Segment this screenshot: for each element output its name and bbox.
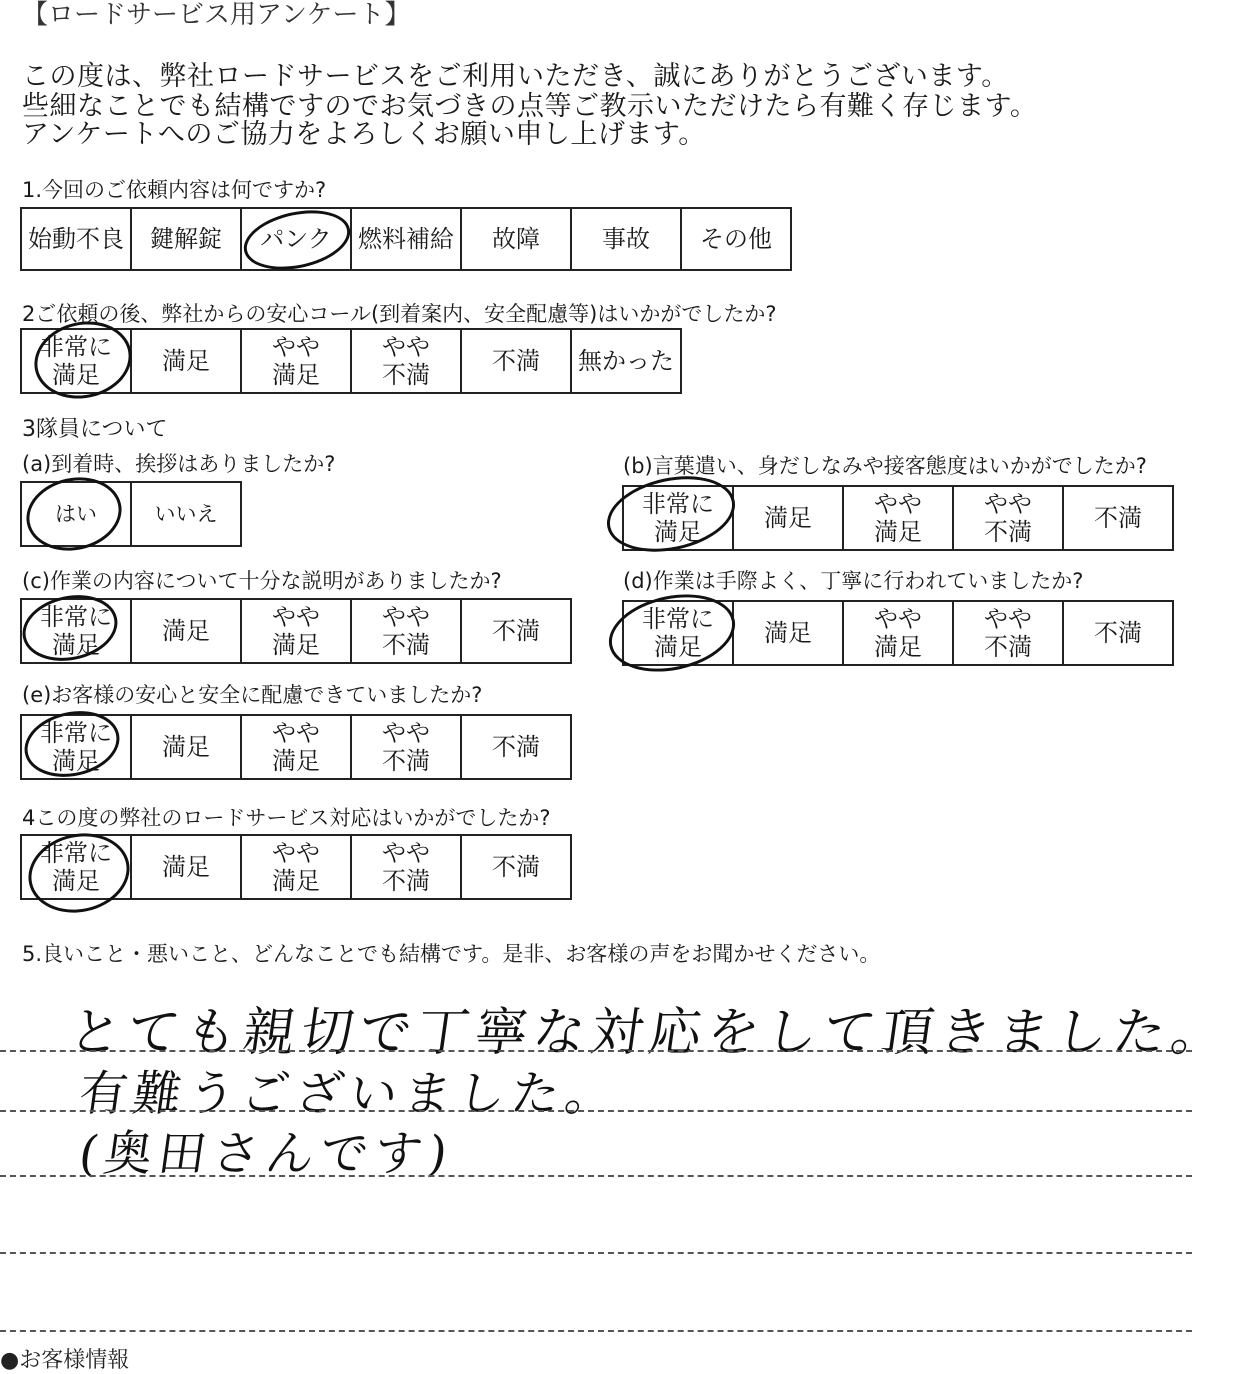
q2-options xyxy=(20,328,682,394)
q2-option-somewhat-satisfied[interactable]: やや 満足 xyxy=(241,329,351,393)
q4-question: 4この度の弊社のロードサービス対応はいかがでしたか? xyxy=(22,806,551,830)
comment-line-3: (奥田さんです) xyxy=(75,1126,457,1182)
survey-title: 【ロードサービス用アンケート】 xyxy=(22,0,411,30)
q4-option-satisfied[interactable]: 満足 xyxy=(131,835,241,899)
q2-option-very-satisfied[interactable]: 非常に 満足 xyxy=(21,329,131,393)
q1-option-flat-tire[interactable]: パンク xyxy=(241,208,351,270)
q3a-option-no[interactable]: いいえ xyxy=(131,482,241,546)
q3b-options xyxy=(622,485,1174,551)
q2-option-none[interactable]: 無かった xyxy=(571,329,681,393)
q3c-option-dissatisfied[interactable]: 不満 xyxy=(461,599,571,663)
q4-option-dissatisfied[interactable]: 不満 xyxy=(461,835,571,899)
customer-info-heading: ●お客様情報 xyxy=(0,1348,130,1373)
intro-line-1: この度は、弊社ロードサービスをご利用いただき、誠にありがとうございます。 xyxy=(22,61,1009,92)
q2-question: 2ご依頼の後、弊社からの安心コール(到着案内、安全配慮等)はいかがでしたか? xyxy=(22,302,777,326)
q3d-option-somewhat-satisfied[interactable]: やや 満足 xyxy=(843,601,953,665)
comment-rule-4 xyxy=(0,1252,1192,1254)
q3e-options xyxy=(20,714,572,780)
q1-options xyxy=(20,207,792,271)
q3a-options xyxy=(20,481,242,547)
comment-rule-2 xyxy=(0,1110,1192,1112)
q4-option-somewhat-dissatisfied[interactable]: やや 不満 xyxy=(351,835,461,899)
q3b-question: (b)言葉遣い、身だしなみや接客態度はいかがでしたか? xyxy=(623,454,1147,478)
q3c-option-satisfied[interactable]: 満足 xyxy=(131,599,241,663)
comment-rule-3 xyxy=(0,1175,1192,1177)
q2-option-somewhat-dissatisfied[interactable]: やや 不満 xyxy=(351,329,461,393)
q4-options xyxy=(20,834,572,900)
q1-question: 1.今回のご依頼内容は何ですか? xyxy=(22,178,327,202)
q3e-question: (e)お客様の安心と安全に配慮できていましたか? xyxy=(22,683,483,707)
q3c-options xyxy=(20,598,572,664)
q3-heading: 3隊員について xyxy=(22,417,168,442)
q3c-option-somewhat-dissatisfied[interactable]: やや 不満 xyxy=(351,599,461,663)
q3b-option-dissatisfied[interactable]: 不満 xyxy=(1063,486,1173,550)
intro-line-2: 些細なことでも結構ですのでお気づきの点等ご教示いただけたら有難く存じます。 xyxy=(22,91,1038,122)
q3c-option-somewhat-satisfied[interactable]: やや 満足 xyxy=(241,599,351,663)
q5-question: 5.良いこと・悪いこと、どんなことでも結構です。是非、お客様の声をお聞かせください。 xyxy=(22,942,881,966)
q4-option-somewhat-satisfied[interactable]: やや 満足 xyxy=(241,835,351,899)
q3d-question: (d)作業は手際よく、丁寧に行われていましたか? xyxy=(623,569,1084,593)
comment-rule-1 xyxy=(0,1050,1192,1052)
q1-option-accident[interactable]: 事故 xyxy=(571,208,681,270)
q3b-option-very-satisfied[interactable]: 非常に 満足 xyxy=(623,486,733,550)
q2-option-dissatisfied[interactable]: 不満 xyxy=(461,329,571,393)
q3e-option-somewhat-satisfied[interactable]: やや 満足 xyxy=(241,715,351,779)
q3d-option-somewhat-dissatisfied[interactable]: やや 不満 xyxy=(953,601,1063,665)
q3d-option-satisfied[interactable]: 満足 xyxy=(733,601,843,665)
q4-option-very-satisfied[interactable]: 非常に 満足 xyxy=(21,835,131,899)
q1-option-breakdown[interactable]: 故障 xyxy=(461,208,571,270)
comment-rule-5 xyxy=(0,1330,1192,1332)
q1-option-fuel[interactable]: 燃料補給 xyxy=(351,208,461,270)
q3a-question: (a)到着時、挨拶はありましたか? xyxy=(22,452,336,476)
q3b-option-somewhat-dissatisfied[interactable]: やや 不満 xyxy=(953,486,1063,550)
q3d-options xyxy=(622,600,1174,666)
comment-line-2: 有難うございました。 xyxy=(75,1066,624,1122)
intro-line-3: アンケートへのご協力をよろしくお願い申し上げます。 xyxy=(22,119,706,150)
q1-option-start-failure[interactable]: 始動不良 xyxy=(21,208,131,270)
q3e-option-somewhat-dissatisfied[interactable]: やや 不満 xyxy=(351,715,461,779)
q3e-option-dissatisfied[interactable]: 不満 xyxy=(461,715,571,779)
q3b-option-somewhat-satisfied[interactable]: やや 満足 xyxy=(843,486,953,550)
q3e-option-very-satisfied[interactable]: 非常に 満足 xyxy=(21,715,131,779)
q3d-option-dissatisfied[interactable]: 不満 xyxy=(1063,601,1173,665)
q2-option-satisfied[interactable]: 満足 xyxy=(131,329,241,393)
q1-option-other[interactable]: その他 xyxy=(681,208,791,270)
q3c-question: (c)作業の内容について十分な説明がありましたか? xyxy=(22,569,502,593)
q1-option-unlock[interactable]: 鍵解錠 xyxy=(131,208,241,270)
q3d-option-very-satisfied[interactable]: 非常に 満足 xyxy=(623,601,733,665)
q3e-option-satisfied[interactable]: 満足 xyxy=(131,715,241,779)
comment-line-1: とても親切で丁寧な対応をして頂きました。 xyxy=(65,1003,1234,1063)
q3c-option-very-satisfied[interactable]: 非常に 満足 xyxy=(21,599,131,663)
q3a-option-yes[interactable]: はい xyxy=(21,482,131,546)
q3b-option-satisfied[interactable]: 満足 xyxy=(733,486,843,550)
